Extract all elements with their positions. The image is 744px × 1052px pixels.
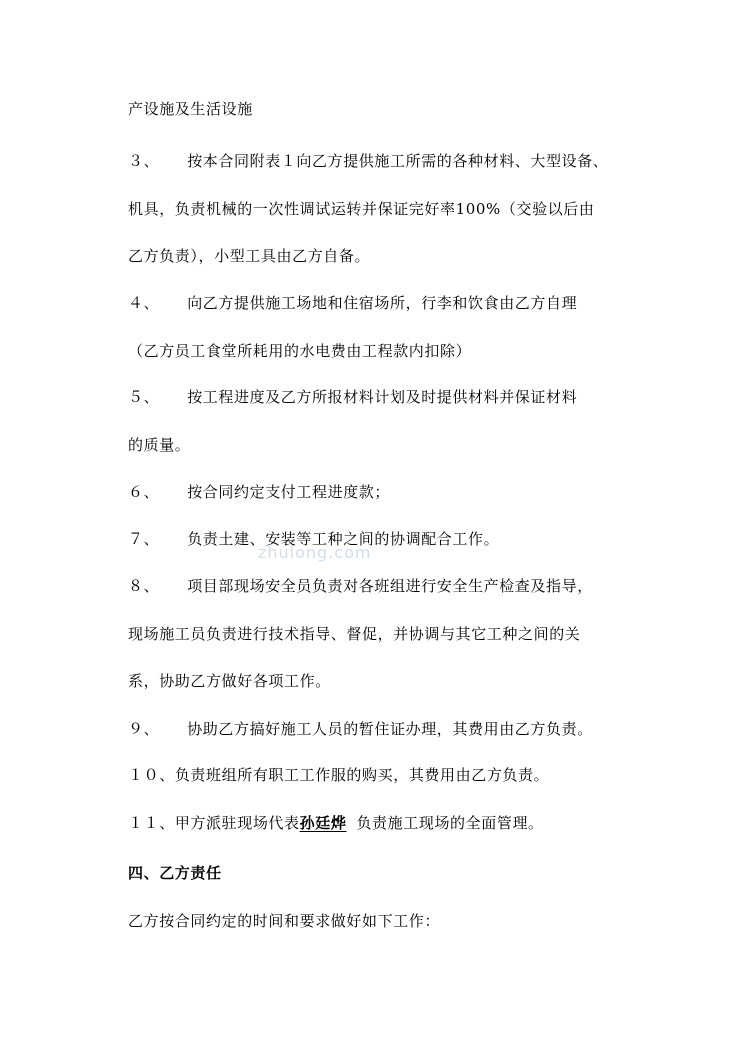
watermark: zhulong.com xyxy=(258,543,372,562)
line-text: 负责土建、安装等工种之间的协调配合工作。 xyxy=(187,530,500,548)
text-line-16 xyxy=(128,813,544,833)
line-text: 负责班组所有职工工作服的购买，其费用由乙方负责。 xyxy=(174,766,550,784)
text-line-14 xyxy=(128,719,593,739)
line-text: 乙方按合同约定的时间和要求做好如下工作： xyxy=(128,912,441,930)
text-line-6 xyxy=(128,341,471,361)
item-number: ７、 xyxy=(128,530,160,548)
line-text: 机具，负责机械的一次性调试运转并保证完好率100%（交验以后由 xyxy=(128,200,595,218)
line-text: 现场施工员负责进行技术指导、督促，并协调与其它工种之间的关 xyxy=(128,625,581,643)
line-text: （乙方员工食堂所耗用的水电费由工程款内扣除） xyxy=(128,342,472,360)
section-heading xyxy=(128,863,222,883)
line-text: 向乙方提供施工场地和住宿场所，行李和饮食由乙方自理 xyxy=(187,294,578,312)
text-line-8 xyxy=(128,435,190,455)
line-text: 按工程进度及乙方所报材料计划及时提供材料并保证材料 xyxy=(187,388,578,406)
item-number: １１、 xyxy=(128,814,175,832)
line-text-continued: 负责施工现场的全面管理。 xyxy=(356,814,544,832)
text-line-2 xyxy=(128,151,608,171)
text-line-1 xyxy=(128,99,253,119)
line-text: 的质量。 xyxy=(128,436,191,454)
heading-text: 四、乙方责任 xyxy=(128,864,222,882)
text-line-9 xyxy=(128,482,390,502)
item-number: ８、 xyxy=(128,577,160,595)
item-number: ６、 xyxy=(128,483,160,501)
text-line-4 xyxy=(128,246,370,266)
line-text: 系，协助乙方做好各项工作。 xyxy=(128,672,331,690)
text-line-15 xyxy=(128,765,549,785)
line-text: 协助乙方搞好施工人员的暂住证办理，其费用由乙方负责。 xyxy=(187,720,593,738)
text-line-12 xyxy=(128,624,580,644)
representative-name: 孙廷烨 xyxy=(299,814,347,832)
text-line-18 xyxy=(128,911,440,931)
text-line-13 xyxy=(128,671,331,691)
item-number: ３、 xyxy=(128,152,160,170)
item-number: １０、 xyxy=(128,766,175,784)
line-text: 按合同约定支付工程进度款； xyxy=(187,483,391,501)
text-line-5 xyxy=(128,293,577,313)
line-text: 项目部现场安全员负责对各班组进行安全生产检查及指导， xyxy=(187,577,593,595)
item-number: ９、 xyxy=(128,720,160,738)
line-text: 按本合同附表１向乙方提供施工所需的各种材料、大型设备、 xyxy=(187,152,609,170)
line-text: 产设施及生活设施 xyxy=(128,100,253,118)
line-text: 甲方派驻现场代表 xyxy=(174,814,300,832)
text-line-7 xyxy=(128,387,577,407)
item-number: ４、 xyxy=(128,294,160,312)
line-text: 乙方负责），小型工具由乙方自备。 xyxy=(128,247,371,265)
text-line-3 xyxy=(128,199,595,219)
text-line-11 xyxy=(128,576,593,596)
item-number: ５、 xyxy=(128,388,160,406)
